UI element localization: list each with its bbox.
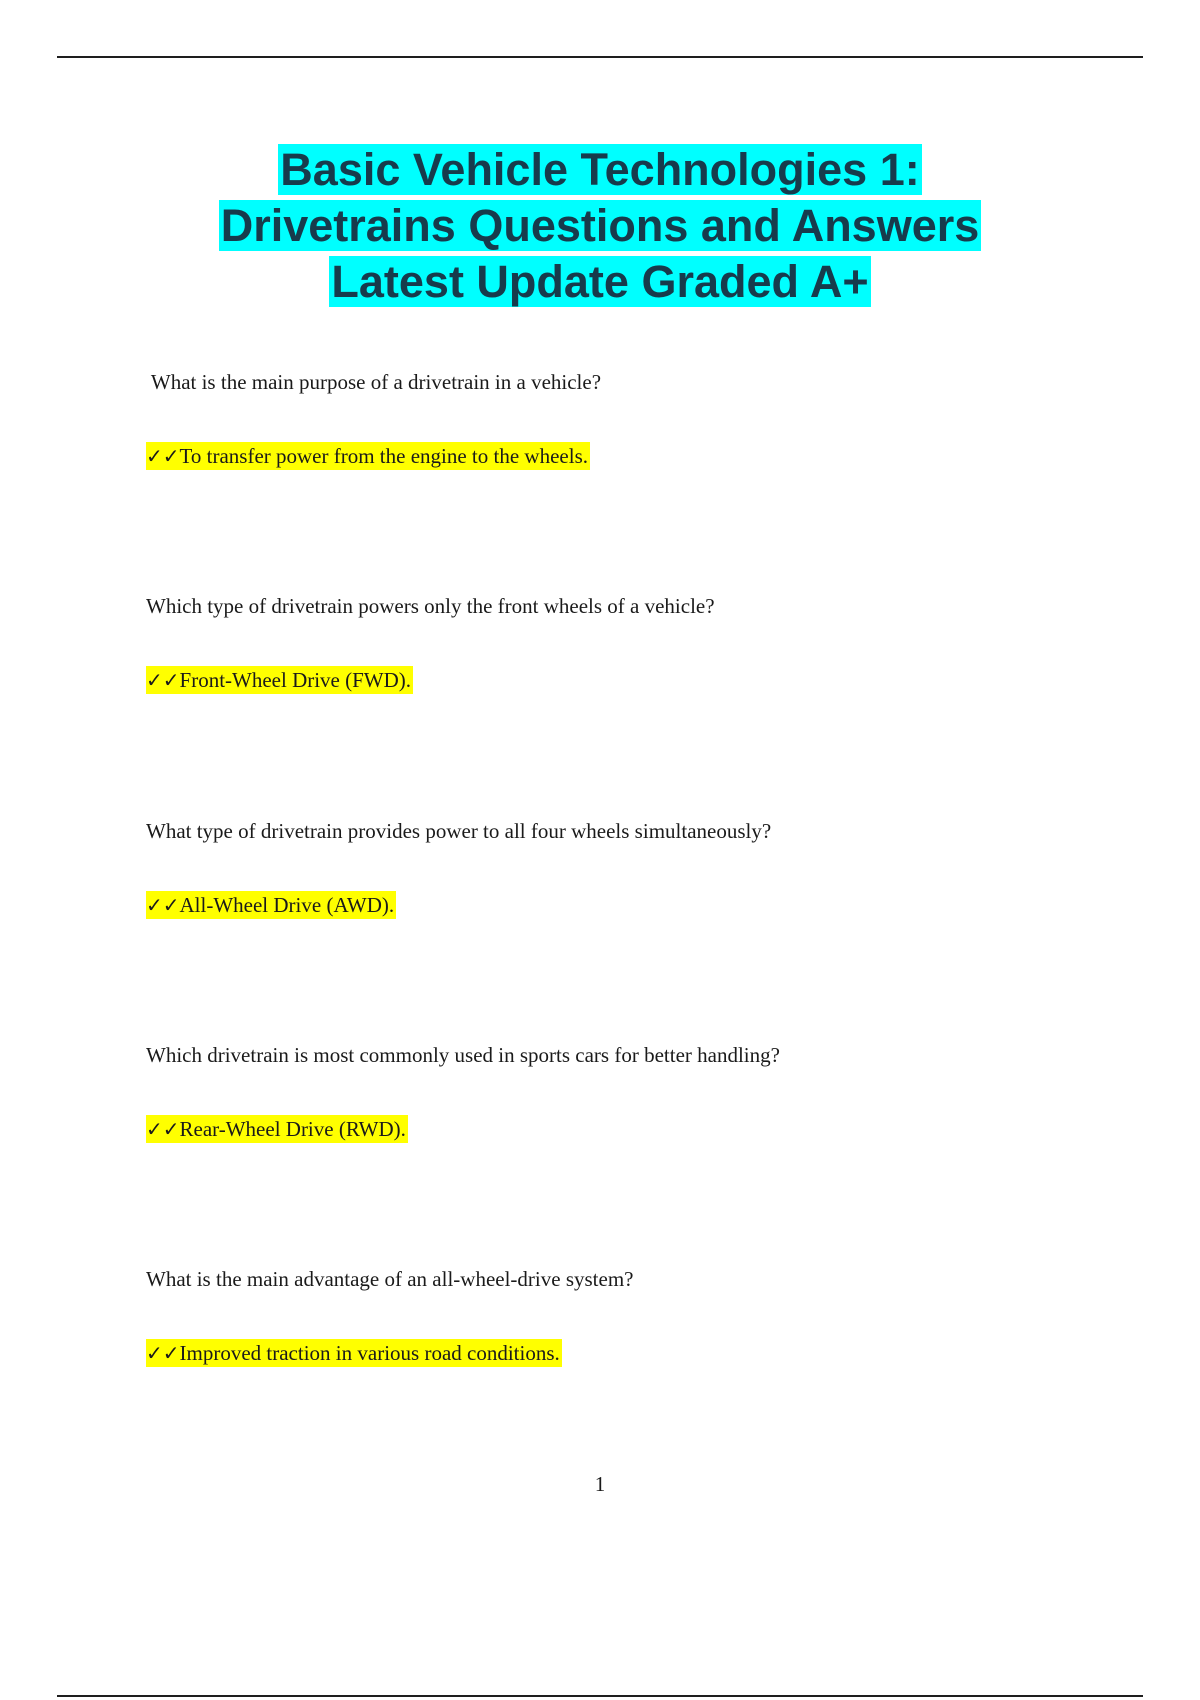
- check-mark-icon: ✓✓: [146, 893, 180, 917]
- header-rule: [57, 56, 1143, 58]
- question-text: What is the main advantage of an all-wheel-drive system?: [146, 1267, 634, 1291]
- answer-text: Improved traction in various road conditions.: [179, 1341, 560, 1365]
- question-text: What is the main purpose of a drivetrain in a vehicle?: [146, 370, 602, 394]
- answer-text: To transfer power from the engine to the wheels.: [179, 444, 588, 468]
- answer-line: [146, 1339, 562, 1367]
- page-number: 1: [594, 1472, 606, 1496]
- qa-item-4: [146, 1041, 1106, 1141]
- answer-highlight: [146, 666, 413, 694]
- answer-line: [146, 442, 590, 470]
- answer-text: Rear-Wheel Drive (RWD).: [179, 1117, 406, 1141]
- answer-highlight: [146, 1115, 408, 1143]
- footer-rule: [57, 1695, 1143, 1697]
- question-text: What type of drivetrain provides power to all four wheels simultaneously?: [146, 819, 772, 843]
- answer-highlight: [146, 442, 590, 470]
- check-mark-icon: ✓✓: [146, 668, 180, 692]
- answer-line: [146, 1115, 408, 1143]
- qa-item-3: [146, 817, 1106, 917]
- question-text: Which type of drivetrain powers only the front wheels of a vehicle?: [146, 594, 715, 618]
- check-mark-icon: ✓✓: [146, 1341, 180, 1365]
- title-line-2: Drivetrains Questions and Answers: [220, 200, 980, 251]
- check-mark-icon: ✓✓: [146, 444, 180, 468]
- answer-line: [146, 666, 413, 694]
- check-mark-icon: ✓✓: [146, 1117, 180, 1141]
- title-line-3: Latest Update Graded A+: [331, 256, 869, 307]
- qa-item-1: [146, 368, 1106, 468]
- answer-highlight: [146, 1339, 562, 1367]
- answer-line: [146, 891, 396, 919]
- answer-highlight: [146, 891, 396, 919]
- document-title: [0, 142, 1200, 310]
- answer-text: Front-Wheel Drive (FWD).: [179, 668, 412, 692]
- qa-item-2: [146, 592, 1106, 692]
- question-text: Which drivetrain is most commonly used in sports cars for better handling?: [146, 1043, 780, 1067]
- qa-item-5: [146, 1265, 1106, 1365]
- title-line-1: Basic Vehicle Technologies 1:: [280, 144, 920, 195]
- answer-text: All-Wheel Drive (AWD).: [179, 893, 395, 917]
